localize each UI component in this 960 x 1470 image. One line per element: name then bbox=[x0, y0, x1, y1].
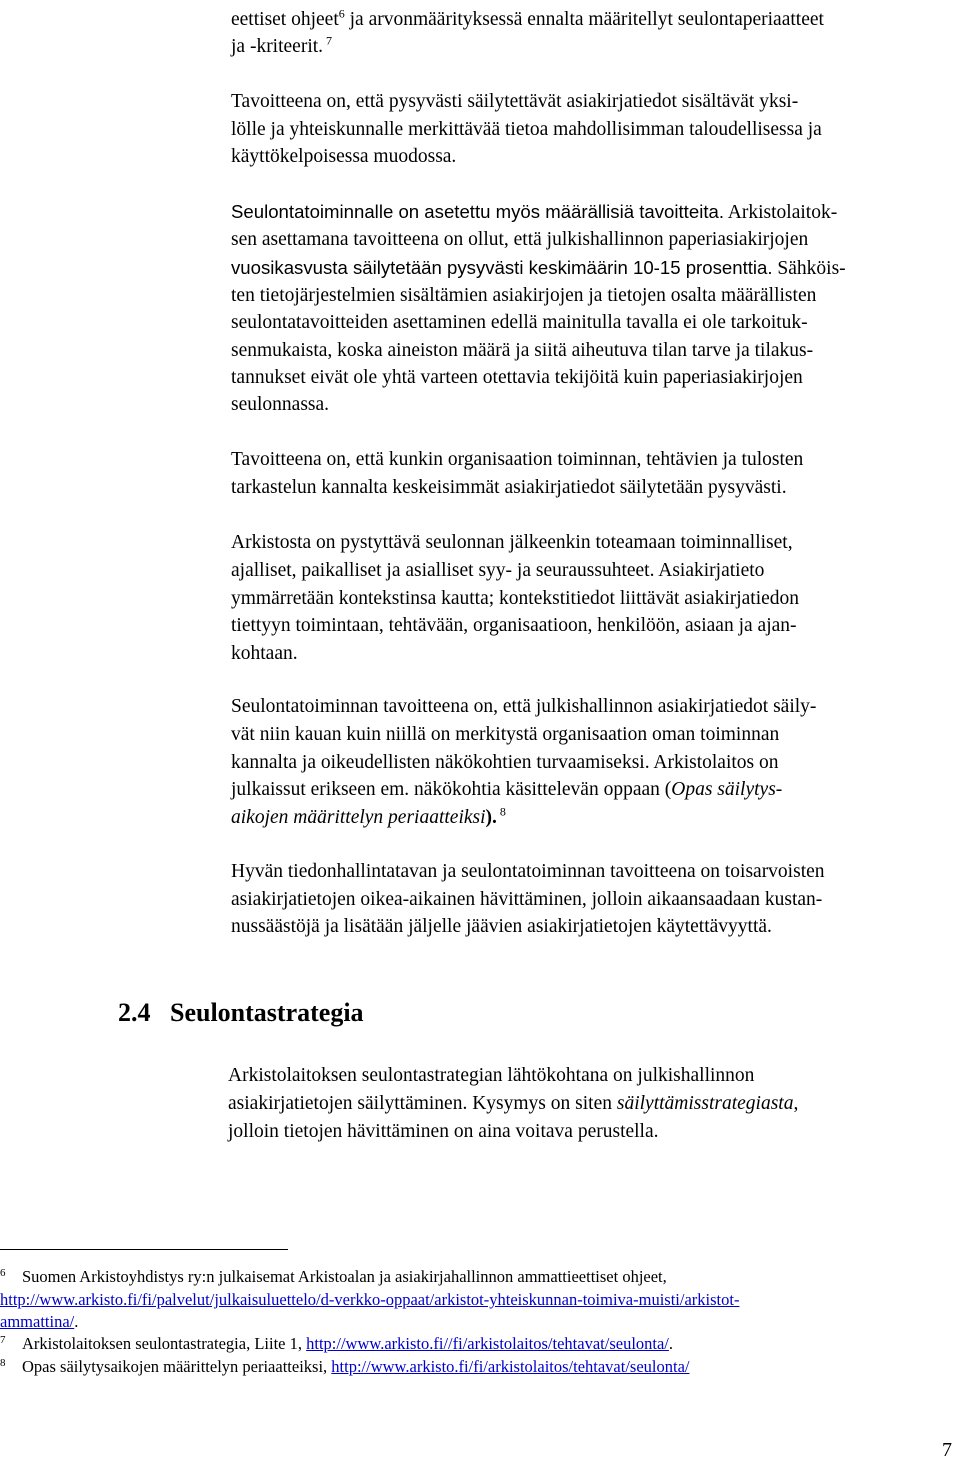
body-text-line: sen asettamana tavoitteena on ollut, että julkishallinnon paperiasiakirjojen bbox=[231, 229, 809, 250]
body-text-line bbox=[228, 1090, 798, 1118]
italic-title: Opas säilytys- bbox=[671, 779, 783, 800]
body-text-line: Hyvän tiedonhallintatavan ja seulontatoiminnan tavoitteena on toisarvoisten bbox=[231, 861, 825, 882]
body-text-line: lölle ja yhteiskunnalle merkittävää tietoa mahdollisimman taloudellisessa ja bbox=[231, 119, 822, 140]
body-text-line bbox=[231, 198, 837, 227]
body-text-line: kannalta ja oikeudellisten näkökohtien turvaamiseksi. Arkistolaitos on bbox=[231, 752, 779, 773]
body-text-line: tannukset eivät ole yhtä varteen otettavia tekijöitä kuin paperiasiakirjojen bbox=[231, 367, 803, 388]
page-number: 7 bbox=[942, 1439, 952, 1461]
footnote-8: 8 Opas säilytysaikojen määrittelyn periaatteiksi, http://www.arkisto.fi/fi/arkistolaitos/tehtavat/seulonta/ bbox=[0, 1356, 690, 1376]
body-text-line: Arkistosta on pystyttävä seulonnan jälkeenkin toteamaan toiminnalliset, bbox=[231, 532, 793, 553]
footnote-ref-8[interactable]: 8 bbox=[496, 804, 506, 819]
footnote-text: Opas säilytysaikojen määrittelyn periaatteiksi, bbox=[22, 1357, 332, 1376]
text-run: Seulontatoiminnalle on asetettu myös määrällisiä tavoitteita. bbox=[231, 201, 724, 222]
footnote-6-link-line bbox=[0, 1289, 739, 1311]
section-title: Seulontastrategia bbox=[170, 998, 364, 1027]
footnote-link[interactable]: http://www.arkisto.fi/fi/palvelut/julkaisuluettelo/d-verkko-oppaat/arkistot-yhteiskunnan-toimiva-muisti/arkistot- bbox=[0, 1290, 740, 1309]
body-text-line: Arkistolaitoksen seulontastrategian lähtökohtana on julkishallinnon bbox=[228, 1065, 755, 1086]
body-text-line: tarkastelun kannalta keskeisimmät asiakirjatiedot säilytetään pysyvästi. bbox=[231, 477, 787, 498]
text-run: , bbox=[793, 1093, 799, 1114]
text-run: eettiset ohjeet bbox=[231, 9, 339, 30]
body-text-line: ajalliset, paikalliset ja asialliset syy- ja seuraussuhteet. Asiakirjatieto bbox=[231, 560, 765, 581]
body-text-line: nussäästöjä ja lisätään jäljelle jäävien asiakirjatietojen käytettävyyttä. bbox=[231, 916, 772, 937]
body-text-line: kohtaan. bbox=[231, 643, 298, 664]
body-text-line: seulonnassa. bbox=[231, 394, 330, 415]
body-text-line: senmukaista, koska aineiston määrä ja siitä aiheutuva tilan tarve ja tilakus- bbox=[231, 340, 814, 361]
text-run: asiakirjatietojen säilyttäminen. Kysymys on siten bbox=[228, 1093, 617, 1114]
text-run: ja -kriteerit. bbox=[231, 36, 324, 57]
body-text-line: ymmärretään kontekstinsa kautta; kontekstitiedot liittävät asiakirjatiedon bbox=[231, 588, 800, 609]
section-number: 2.4 bbox=[118, 998, 151, 1027]
body-text-line: asiakirjatietojen oikea-aikainen hävittäminen, jolloin aikaansaadaan kustan- bbox=[231, 889, 823, 910]
body-text-line bbox=[231, 804, 506, 832]
body-text-line: seulontatavoitteiden asettaminen edellä mainitulla tavalla ei ole tarkoituk- bbox=[231, 312, 808, 333]
body-text-line bbox=[231, 33, 332, 61]
body-text-line bbox=[231, 254, 846, 283]
footnote-link[interactable]: ammattina/ bbox=[0, 1312, 75, 1331]
footnote-text: Suomen Arkistoyhdistys ry:n julkaisemat Arkistoalan ja asiakirjahallinnon ammattieettiset ohjeet, bbox=[22, 1267, 667, 1286]
text-run: Arkistolaitok- bbox=[724, 202, 838, 223]
body-text-line: Tavoitteena on, että pysyvästi säilytettävät asiakirjatiedot sisältävät yksi- bbox=[231, 91, 799, 112]
footnote-link[interactable]: http://www.arkisto.fi/fi/arkistolaitos/tehtavat/seulonta/ bbox=[331, 1357, 690, 1376]
body-text-line: Seulontatoiminnan tavoitteena on, että julkishallinnon asiakirjatiedot säily- bbox=[231, 696, 817, 717]
footnote-6-link-line bbox=[0, 1311, 78, 1333]
text-run: julkaissut erikseen em. näkökohtia käsittelevän oppaan ( bbox=[231, 779, 672, 800]
body-text-line: ten tietojärjestelmien sisältämien asiakirjojen ja tietojen osalta määrällisten bbox=[231, 285, 817, 306]
body-text-line bbox=[231, 6, 824, 34]
text-run: vuosikasvusta säilytetään pysyvästi keskimäärin 10-15 prosenttia. bbox=[231, 257, 773, 278]
italic-title: aikojen määrittelyn periaatteiksi bbox=[231, 807, 486, 828]
footnote-text: . bbox=[74, 1312, 79, 1331]
text-run: Sähköis- bbox=[772, 258, 846, 279]
footnote-separator bbox=[0, 1249, 288, 1250]
body-text-line: vät niin kauan kuin niillä on merkitystä organisaation oman toiminnan bbox=[231, 724, 780, 745]
text-run: ja arvonmäärityksessä ennalta määritellyt seulontaperiaatteet bbox=[344, 9, 824, 30]
body-text-line bbox=[231, 776, 782, 804]
italic-term: säilyttämisstrategiasta bbox=[616, 1093, 794, 1114]
section-heading bbox=[118, 996, 364, 1030]
body-text-line: jolloin tietojen hävittäminen on aina voitava perustella. bbox=[228, 1121, 659, 1142]
body-text-line: tiettyyn toimintaan, tehtävään, organisaatioon, henkilöön, asiaan ja ajan- bbox=[231, 615, 797, 636]
footnote-ref-6[interactable]: 6 bbox=[338, 6, 345, 21]
body-text-line: käyttökelpoisessa muodossa. bbox=[231, 146, 457, 167]
footnote-7: 7 Arkistolaitoksen seulontastrategia, Liite 1, http://www.arkisto.fi//fi/arkistolaitos/tehtavat/seulonta/. bbox=[0, 1333, 674, 1353]
body-text-line: Tavoitteena on, että kunkin organisaation toiminnan, tehtävien ja tulosten bbox=[231, 449, 804, 470]
footnote-link[interactable]: http://www.arkisto.fi//fi/arkistolaitos/tehtavat/seulonta/ bbox=[306, 1334, 669, 1353]
footnote-text: Arkistolaitoksen seulontastrategia, Liite 1, bbox=[22, 1334, 307, 1353]
footnote-6: 6 Suomen Arkistoyhdistys ry:n julkaisemat Arkistoalan ja asiakirjahallinnon ammattieettiset ohjeet, bbox=[0, 1266, 667, 1286]
footnote-text: . bbox=[668, 1334, 674, 1353]
text-run: ). bbox=[485, 807, 497, 828]
footnote-ref-7[interactable]: 7 bbox=[323, 33, 333, 48]
